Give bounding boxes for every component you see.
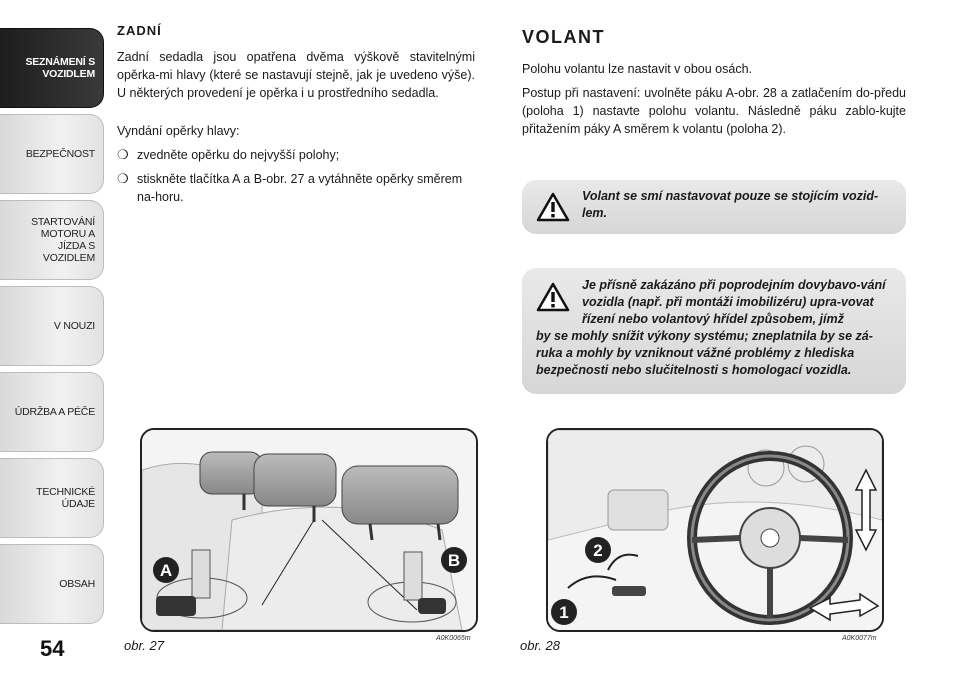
tab-obsah[interactable]: OBSAH [0, 544, 104, 624]
marker-b: B [447, 551, 461, 570]
warning-box: Je přísně zakázáno při poprodejním dovybavo-vání vozidla (např. při montáži imobilizéru) upra-vovat řízení nebo volantový hřídel způsobem, jímž by se mohly snížit výkony systému; zneplatnila by se zá-ruka a mohly by vzniknout vážné problémy z hlediska bezpečnosti nebo slučitelnosti s homologací vozidla. [522, 268, 906, 394]
rear-headrests-section [117, 22, 475, 212]
warning-triangle-icon [536, 192, 570, 222]
paragraph: Polohu volantu lze nastavit v obou osách. [522, 62, 753, 76]
marker-a: A [159, 561, 173, 580]
figure-code: A0K0065m [436, 635, 471, 642]
figure-steering-wheel [546, 428, 884, 632]
figure-headrests [140, 428, 478, 632]
figure-label: obr. 28 [520, 638, 560, 653]
instruction-list [117, 146, 475, 206]
paragraph: Postup při nastavení: uvolněte páku A-obr. 28 a zatlačením do-předu (poloha 1) nastavte polohu volantu. Následně páku zablo-kujte přitažením páky A směrem k volantu (poloha 2). [522, 86, 906, 136]
marker-2: 2 [593, 541, 603, 560]
figure-code: A0K0077m [842, 635, 877, 642]
tab-startovani[interactable]: STARTOVÁNÍ MOTORU A JÍZDA S VOZIDLEM [0, 200, 104, 280]
tab-technicke-udaje[interactable]: TECHNICKÉ ÚDAJE [0, 458, 104, 538]
steering-wheel-section [522, 28, 906, 144]
bullet-icon: ❍ [117, 147, 129, 162]
steering-wheel-illustration [548, 430, 882, 630]
chapter-tabs [0, 28, 104, 630]
page-number: 54 [40, 636, 65, 661]
list-item: ❍ stiskněte tlačítka A a B-obr. 27 a vytáhněte opěrky směrem na-horu. [117, 171, 463, 204]
paragraph: Zadní sedadla jsou opatřena dvěma výškově stavitelnými opěrka-mi hlavy (které se nastavují stejně, jak je uvedeno výše). U některých provedení je opěrka i u prostředního sedadla. [117, 50, 475, 100]
warning-triangle-icon [536, 282, 570, 312]
section-heading: ZADNÍ [117, 23, 162, 38]
headrests-illustration [142, 430, 476, 630]
paragraph: Vyndání opěrky hlavy: [117, 124, 240, 138]
tab-udrzba[interactable]: ÚDRŽBA A PÉČE [0, 372, 104, 452]
bullet-icon: ❍ [117, 171, 129, 186]
tab-seznameni[interactable]: SEZNÁMENÍ S VOZIDLEM [0, 28, 104, 108]
tab-bezpecnost[interactable]: BEZPEČNOST [0, 114, 104, 194]
section-heading: VOLANT [522, 27, 605, 47]
marker-1: 1 [559, 603, 569, 622]
warning-box: Volant se smí nastavovat pouze se stojícím vozid-lem. [522, 180, 906, 234]
list-item: ❍ zvedněte opěrku do nejvyšší polohy; [117, 147, 340, 162]
tab-v-nouzi[interactable]: V NOUZI [0, 286, 104, 366]
figure-label: obr. 27 [124, 638, 164, 653]
